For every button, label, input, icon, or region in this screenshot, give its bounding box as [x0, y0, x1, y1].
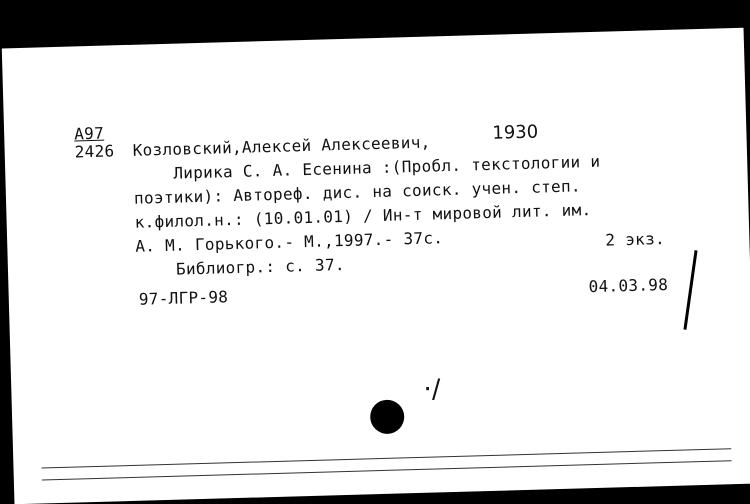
card-bottom-rule-2 [42, 460, 732, 480]
handwritten-mark: ·/ [423, 374, 441, 405]
title-line: Лирика С. А. Есенина :(Пробл. текстологии и [173, 151, 601, 183]
card-bottom-rule [41, 448, 731, 468]
publication-line: А. М. Горького.- М.,1997.- 37с. [135, 228, 444, 256]
accession-number: 97-ЛГР-98 [138, 287, 229, 309]
description-line-1: поэтики): Автореф. дис. на соиск. учен. степ. [133, 176, 582, 208]
description-line-2: к.филол.н.: (10.01.01) / Ин-т мировой лит. им. [134, 200, 592, 232]
handwritten-author-year: 1930 [492, 121, 539, 144]
classmark: А97 [73, 123, 105, 144]
author-line: Козловский,Алексей Алексеевич, [132, 132, 431, 160]
copies-count: 2 экз. [605, 229, 666, 250]
card-number: 2426 [74, 141, 115, 162]
bibliography-note: Библиогр.: с. 37. [175, 254, 346, 279]
date-stamp: 04.03.98 [588, 274, 669, 297]
catalog-card [2, 28, 750, 504]
card-punch-hole [370, 399, 405, 434]
